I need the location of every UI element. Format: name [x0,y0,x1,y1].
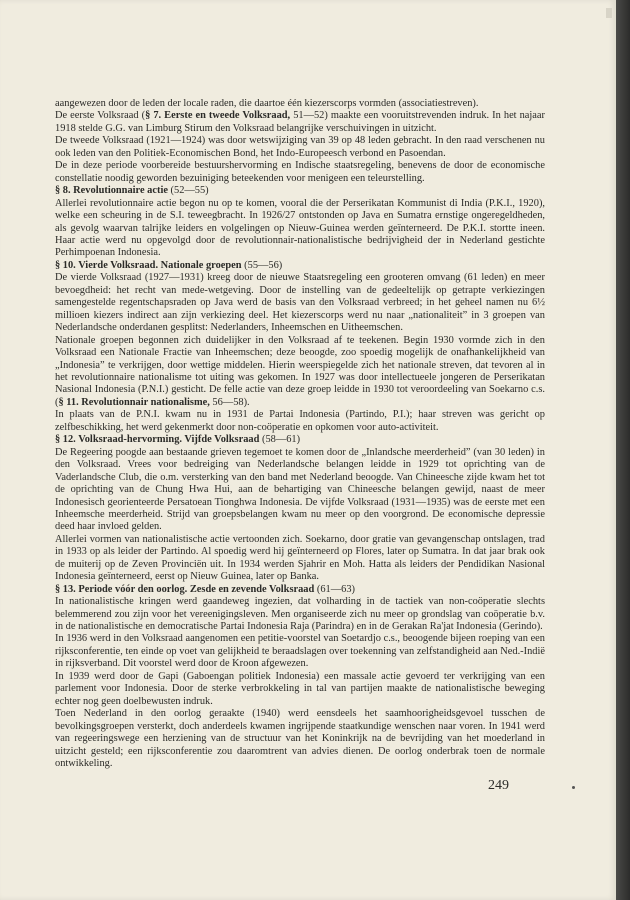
paragraph: Allerlei vormen van nationalistische actie vertoonden zich. Soekarno, door gratie van gevangenschap ontslagen, trad in 1933 op als leider der Partindo. Al spoedig werd hij geïnterneerd op Flores, later op Sumatra. In dat jaar brak ook de muiterij op de Zeven Provinciën uit. In 1934 werden Sjahrir en Moh. Hatta als leiders der Pendidikan Nasional Indonesia geïnterneerd, eerst op Nieuw Guinea, later op Banka. [55,533,545,583]
section-heading-13: § 13. Periode vóór den oorlog. Zesde en zevende Volksraad (61—63) [55,583,355,595]
paragraph: Nationale groepen begonnen zich duidelijker in den Volksraad af te teekenen. Begin 1930 vormde zich in den Volksraad een Nationale Fractie van Inheemschen; deze beoogde, zoo spoedig mogelijk de onafhankelijkheid van „Indonesia” te verkrijgen, door wettige middelen. Hierin weerspiegelde zich het nationale streven, dat tevoren al in het revolutionnaire nationalisme tot uiting was gekomen. In 1927 was door intellectueele jongeren de Perserikatan Nasional Indonesia (P.N.I.) gesticht. De felle actie van deze groep leidde in 1930 tot veroordeeling van Soekarno c.s. (§ 11. Revolutionnair nationalisme, 56—58). [55,334,545,408]
section-heading-11: § 11. Revolutionnair nationalisme, [58,396,210,408]
margin-dot [572,786,575,789]
paragraph: Allerlei revolutionnaire actie begon nu op te komen, vooral die der Perserikatan Kommunist di India (P.K.I., 1920), welke een scheuring in de S.I. teweegbracht. In 1926/27 ontstonden op Java en Sumatra ernstige ongeregeldheden, als gevolg waarvan talrijke leiders en volgelingen op Nieuw-Guinea werden geïnterneerd. De P.K.I. stortte ineen. Haar actie werd nu opgevolgd door de revolutionnair-nationalistische bedrijvigheid der in Nederland gestichte Perhimpoenan Indonesia. [55,197,545,259]
section-heading-8: § 8. Revolutionnaire actie (52—55) [55,185,209,197]
paragraph: In nationalistische kringen werd gaandeweg ingezien, dat volharding in de tactiek van non-coöperatie slechts belemmerend zou zijn voor het vereenigingsleven. Men organiseerde zich nu meer op grondslag van coöperatie b.v. in de nationalistische en democratische Partai Indonesia Raja (Parindra) en in de Gerakan Ra'jat Indonesia (Gerindo). [55,596,545,633]
paragraph: In 1936 werd in den Volksraad aangenomen een petitie-voorstel van Soetardjo c.s., beoogende bijeen roeping van een rijksconferentie, ten einde op voet van gelijkheid te beraadslagen over toekenning van zelfstandigheid aan Ned.-Indië in rijksverband. Dit voorstel werd door de Kroon afgewezen. [55,633,545,670]
page-corner-mark [606,8,612,18]
paragraph: Toen Nederland in den oorlog geraakte (1940) werd eensdeels het saamhoorigheidsgevoel tusschen de bevolkingsgroepen versterkt, doch anderdeels kwamen ingrijpende staatkundige wenschen naar voren. In 1941 werd van regeeringswege een herziening van de structuur van het Koninkrijk na de bevrijding van het moederland in uitzicht gesteld; een rijksconferentie zou daaromtrent van advies dienen. De oorlog onderbrak toen de normale ontwikkeling. [55,708,545,770]
paragraph: De in deze periode voorbereide bestuurshervorming en Indische staatsregeling, benevens de door de economische constellatie noodig geworden bezuiniging beteekenden voor menigeen een teleurstelling. [55,160,545,184]
body-text [55,98,545,770]
book-edge [616,0,630,900]
section-heading-12: § 12. Volksraad-hervorming. Vijfde Volksraad (58—61) [55,434,301,446]
paragraph: De eerste Volksraad (§ 7. Eerste en tweede Volksraad, 51—52) maakte een vooruitstrevenden indruk. In het najaar 1918 stelde G.G. van Limburg Stirum den Volksraad belangrijke verschuivingen in uitzicht. [55,110,545,134]
paragraph: In plaats van de P.N.I. kwam nu in 1931 de Partai Indonesia (Partindo, P.I.); haar streven was gericht op zelfbeschikking, het werd gekenmerkt door non-coöperatie en opkomen voor auto-activiteit. [55,409,545,433]
paragraph: In 1939 werd door de Gapi (Gaboengan politiek Indonesia) een massale actie gevoerd ter verkrijging van een parlement voor Indonesia. Door de sterke verbrokkeling in tal van partijen maakte de nationalistische beweging echter nog geen doelbewusten indruk. [55,670,545,707]
section-heading-7: § 7. Eerste en tweede Volksraad, [145,110,291,122]
page-number: 249 [488,778,509,793]
paragraph: De tweede Volksraad (1921—1924) was door wetswijziging van 39 op 48 leden gebracht. In den raad verschenen nu ook leden van den Politiek-Economischen Bond, het Indo-Europeesch verbond en Pasoendan. [55,135,545,159]
section-heading-10: § 10. Vierde Volksraad. Nationale groepen (55—56) [55,259,283,271]
paragraph: De Regeering poogde aan bestaande grieven tegemoet te komen door de „Inlandsche meerderheid” (van 30 leden) in den Volksraad. Vrees voor bedreiging van Nederlandsche belangen leidde in 1929 tot oprichting van de Vaderlandsche Club, die o.m. versterking van den band met Nederland beoogde. Van Chineesche zijde kwam het tot de oprichting van de Chung Hwa Hui, aan de behartiging van Chineesche belangen gewijd, naast de meer Indonesisch georienteerde Persatoean Tionghwa Indonesia. De vijfde Volksraad (1931—1935) was de eerste met een Inheemsche meerderheid. Strijd van groepsbelangen kwam nu meer op den voorgrond. De economische depressie deed haar invloed gelden. [55,446,545,533]
paragraph: De vierde Volksraad (1927—1931) kreeg door de nieuwe Staatsregeling een grooteren omvang (61 leden) en meer bevoegdheid: het recht van mede-wetgeving. Door de instelling van de gedeeltelijk op getrapte verkiezingen samengestelde regentschapsraden op Java werd de basis van den Volksraad verbreed; in het geheel namen nu 6½ millioen kiezers indirect aan zijn verkiezing deel. Het kiezerscorps werd nu naar „nationaliteit” in 3 groepen van Nederlandsche onderdanen gesplitst: Nederlanders, Inheemschen en Uitheemschen. [55,272,545,334]
paragraph: aangewezen door de leden der locale raden, die daartoe één kiezerscorps vormden (associatiestreven). [55,98,479,109]
